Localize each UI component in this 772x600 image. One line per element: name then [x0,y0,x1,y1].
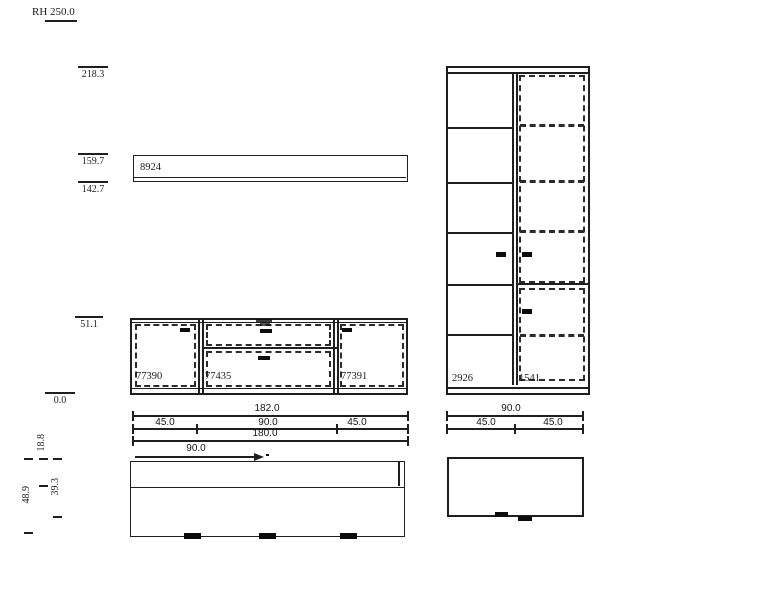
cabinet-shelf-line-5 [448,334,512,336]
depth-tick-393-b [53,516,62,518]
height-mark-label-00: 0.0 [53,395,67,406]
item-id-2926: 2926 [452,373,473,384]
dim-label-inner-180: 180.0 [252,428,278,439]
wall-shelf-inner-line [134,177,406,179]
height-mark-line-00 [45,392,75,394]
item-id-1541: 1541 [519,373,540,384]
depth-label-393: 39.3 [50,478,61,496]
height-mark-label-1597: 159.7 [81,156,105,167]
cabinet-lower-door-handle [522,309,532,314]
cabinet-top-band-line [448,72,588,74]
arrow-end-dot [266,454,269,456]
cabinet-dashed-shelf-2 [520,180,584,183]
dim-label-cab-45-right: 45.0 [543,417,563,428]
item-id-77390: 77390 [136,371,163,382]
height-mark-line-2183 [78,66,108,68]
top-drawer-handle [260,329,272,333]
depth-label-188: 18.8 [36,434,47,452]
drawer-separator-line [203,347,337,349]
sideboard-plan-handle-2 [259,533,276,539]
cabinet-shelf-line-3 [448,232,512,234]
cabinet-shelf-line-2 [448,182,512,184]
right-door-handle [342,328,352,332]
height-mark-line-1427 [78,181,108,183]
dim-midtick-2 [336,424,338,434]
sideboard-front [130,318,408,395]
dim-midtick-1 [196,424,198,434]
dim-label-90-mid: 90.0 [258,417,278,428]
cabinet-center-divider [512,73,518,385]
sideboard-plan-handle-3 [340,533,357,539]
sideboard-divider-left [198,320,204,393]
depth-tick-188-b [39,485,48,487]
tiny-id-mark-2 [260,323,270,326]
cabinet-top-view [447,457,584,517]
depth-tick-489-a [24,458,33,460]
wall-shelf-front [133,155,408,182]
shelf-top-view-inner-line [398,462,400,486]
tiny-id-mark [256,319,272,322]
tall-cabinet-front [446,66,590,395]
cabinet-shelf-line-4 [448,284,512,286]
depth-tick-489-b [24,532,33,534]
cabinet-left-handle [496,252,506,257]
shelf-top-view [130,461,405,488]
dim-label-45-right: 45.0 [347,417,367,428]
sideboard-top-view [130,487,405,537]
dim-midtick-cab [514,424,516,434]
cabinet-shelf-line-1 [448,127,512,129]
cabinet-plan-handle-2 [518,516,532,521]
dim-label-cab-45-left: 45.0 [476,417,496,428]
item-id-77435: 77435 [205,371,232,382]
sideboard-top-drawer-outline [206,324,331,346]
height-mark-label-2183: 218.3 [81,69,105,80]
cabinet-plan-handle-1 [495,512,508,517]
dim-line-cab-45-45 [447,428,583,430]
height-mark-line-1597 [78,153,108,155]
cabinet-door-separator [517,283,588,285]
bottom-drawer-handle [258,356,270,360]
cabinet-dashed-shelf-1 [520,124,584,127]
cabinet-dashed-shelf-3 [520,230,584,233]
height-mark-line-511 [75,316,103,318]
cabinet-plinth-line [448,387,588,389]
left-door-handle [180,328,190,332]
dim-arrow-90 [135,456,255,458]
sideboard-divider-right [333,320,339,393]
depth-tick-188-a [39,458,48,460]
wall-shelf-id: 8924 [140,162,161,173]
dim-label-45-left: 45.0 [155,417,175,428]
dim-label-cab-90: 90.0 [501,403,521,414]
room-height-underline [45,20,77,22]
height-mark-label-1427: 142.7 [81,184,105,195]
depth-tick-393-a [53,458,62,460]
sideboard-plan-handle-1 [184,533,201,539]
sideboard-bottom-inner-line [132,388,406,389]
depth-label-489: 48.9 [21,486,32,504]
item-id-77391: 77391 [341,371,368,382]
dim-label-arrow-90: 90.0 [186,443,206,454]
cabinet-dashed-shelf-4 [520,334,584,337]
cabinet-upper-door-handle [522,252,532,257]
dim-line-inner-180 [133,440,408,442]
height-mark-label-511: 51.1 [80,319,98,330]
dim-label-total-182: 182.0 [254,403,280,414]
room-height-label: RH 250.0 [32,6,75,18]
